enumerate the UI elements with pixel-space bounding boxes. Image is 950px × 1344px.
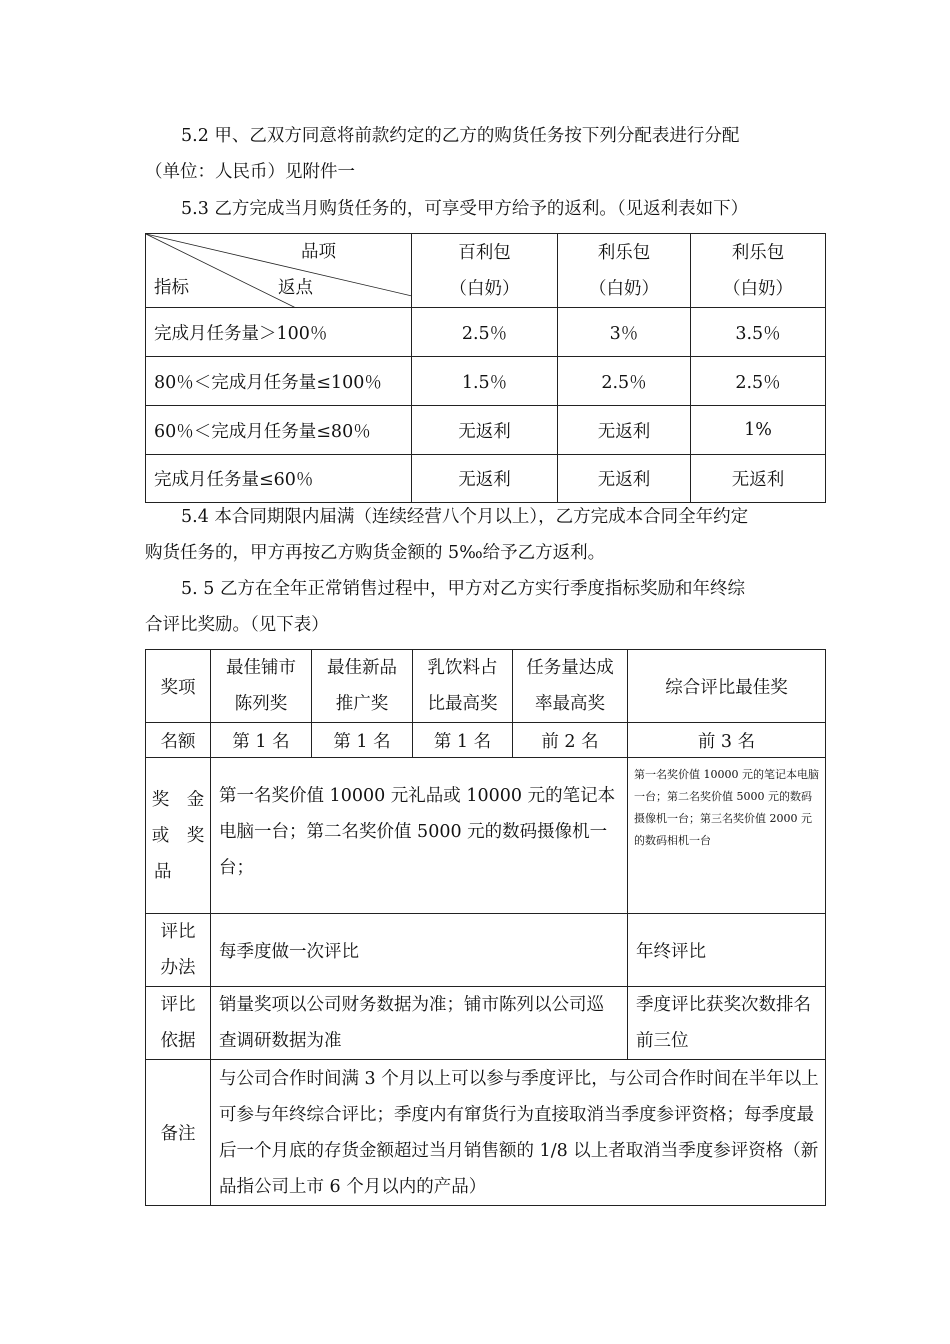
row-label: 完成月任务量＞100％ xyxy=(146,308,412,357)
header-rate: 返点 xyxy=(278,278,313,298)
para-5-5-line1: 5. 5 乙方在全年正常销售过程中，甲方对乙方实行季度指标奖励和年终综 xyxy=(181,579,745,599)
table-row xyxy=(146,308,826,357)
rebate-table xyxy=(145,233,826,503)
method-quarterly: 每季度做一次评比 xyxy=(211,914,628,987)
col-header: 利乐包 （白奶） xyxy=(691,234,826,308)
prize-label: 奖 金 或 奖 品 xyxy=(146,758,211,914)
para-5-5-line2: 合评比奖励。（见下表） xyxy=(145,615,329,635)
table-cell: 无返利 xyxy=(691,455,826,503)
col-header: 利乐包 （白奶） xyxy=(558,234,691,308)
quota-cell: 第 1 名 xyxy=(413,723,513,758)
quota-cell: 前 3 名 xyxy=(628,723,826,758)
header-indicator: 指标 xyxy=(154,278,189,298)
para-5-4-line2: 购货任务的，甲方再按乙方购货金额的 5‰给予乙方返利。 xyxy=(145,543,606,563)
award-name: 任务量达成 率最高奖 xyxy=(513,650,628,723)
method-annual: 年终评比 xyxy=(628,914,826,987)
award-name: 最佳铺市 陈列奖 xyxy=(211,650,312,723)
table-cell: 2.5％ xyxy=(412,308,558,357)
para-5-4-line1: 5.4 本合同期限内届满（连续经营八个月以上），乙方完成本合同全年约定 xyxy=(181,507,749,527)
table-cell: 3.5％ xyxy=(691,308,826,357)
remark-text: 与公司合作时间满 3 个月以上可以参与季度评比，与公司合作时间在半年以上可参与年终综合评比；季度内有窜货行为直接取消当季度参评资格；每季度最后一个月底的存货金额超过当月销售额的 1/8 以上者取消当季度参评资格（新品指公司上市 6 个月以内的产品） xyxy=(211,1060,826,1206)
para-5-3: 5.3 乙方完成当月购货任务的，可享受甲方给予的返利。（见返利表如下） xyxy=(181,199,749,219)
award-name: 乳饮料占 比最高奖 xyxy=(413,650,513,723)
method-label: 评比 办法 xyxy=(146,914,211,987)
table-row xyxy=(146,357,826,406)
quota-cell: 第 1 名 xyxy=(211,723,312,758)
remark-label: 备注 xyxy=(146,1060,211,1206)
table-row xyxy=(146,455,826,503)
table-cell: 2.5％ xyxy=(558,357,691,406)
table-cell: 3％ xyxy=(558,308,691,357)
para-5-2-line1: 5.2 甲、乙双方同意将前款约定的乙方的购货任务按下列分配表进行分配 xyxy=(181,126,740,146)
row-label: 60％＜完成月任务量≤80％ xyxy=(146,406,412,455)
award-name: 最佳新品 推广奖 xyxy=(312,650,413,723)
prize-annual: 第一名奖价值 10000 元的笔记本电脑一台；第二名奖价值 5000 元的数码摄像机一台；第三名奖价值 2000 元的数码相机一台 xyxy=(628,758,826,914)
quota-label: 名额 xyxy=(146,723,211,758)
table-cell: 无返利 xyxy=(558,406,691,455)
quota-cell: 前 2 名 xyxy=(513,723,628,758)
basis-annual: 季度评比获奖次数排名前三位 xyxy=(628,987,826,1060)
basis-label: 评比 依据 xyxy=(146,987,211,1060)
table-row xyxy=(146,406,826,455)
table-cell: 无返利 xyxy=(412,406,558,455)
rebate-diagonal-header xyxy=(146,234,412,308)
header-product: 品项 xyxy=(301,242,336,262)
row-label: 80％＜完成月任务量≤100％ xyxy=(146,357,412,406)
award-overall: 综合评比最佳奖 xyxy=(628,650,826,723)
prize-quarterly: 第一名奖价值 10000 元礼品或 10000 元的笔记本电脑一台；第二名奖价值 5000 元的数码摄像机一台； xyxy=(211,758,628,914)
table-cell: 无返利 xyxy=(558,455,691,503)
award-item-label: 奖项 xyxy=(146,650,211,723)
table-cell: 2.5％ xyxy=(691,357,826,406)
basis-quarterly: 销量奖项以公司财务数据为准；铺市陈列以公司巡查调研数据为准 xyxy=(211,987,628,1060)
row-label: 完成月任务量≤60％ xyxy=(146,455,412,503)
quota-cell: 第 1 名 xyxy=(312,723,413,758)
table-cell: 1% xyxy=(691,406,826,455)
para-5-2-line2: （单位：人民币）见附件一 xyxy=(145,162,355,182)
table-cell: 1.5％ xyxy=(412,357,558,406)
award-table xyxy=(145,649,826,1206)
table-cell: 无返利 xyxy=(412,455,558,503)
col-header: 百利包 （白奶） xyxy=(412,234,558,308)
